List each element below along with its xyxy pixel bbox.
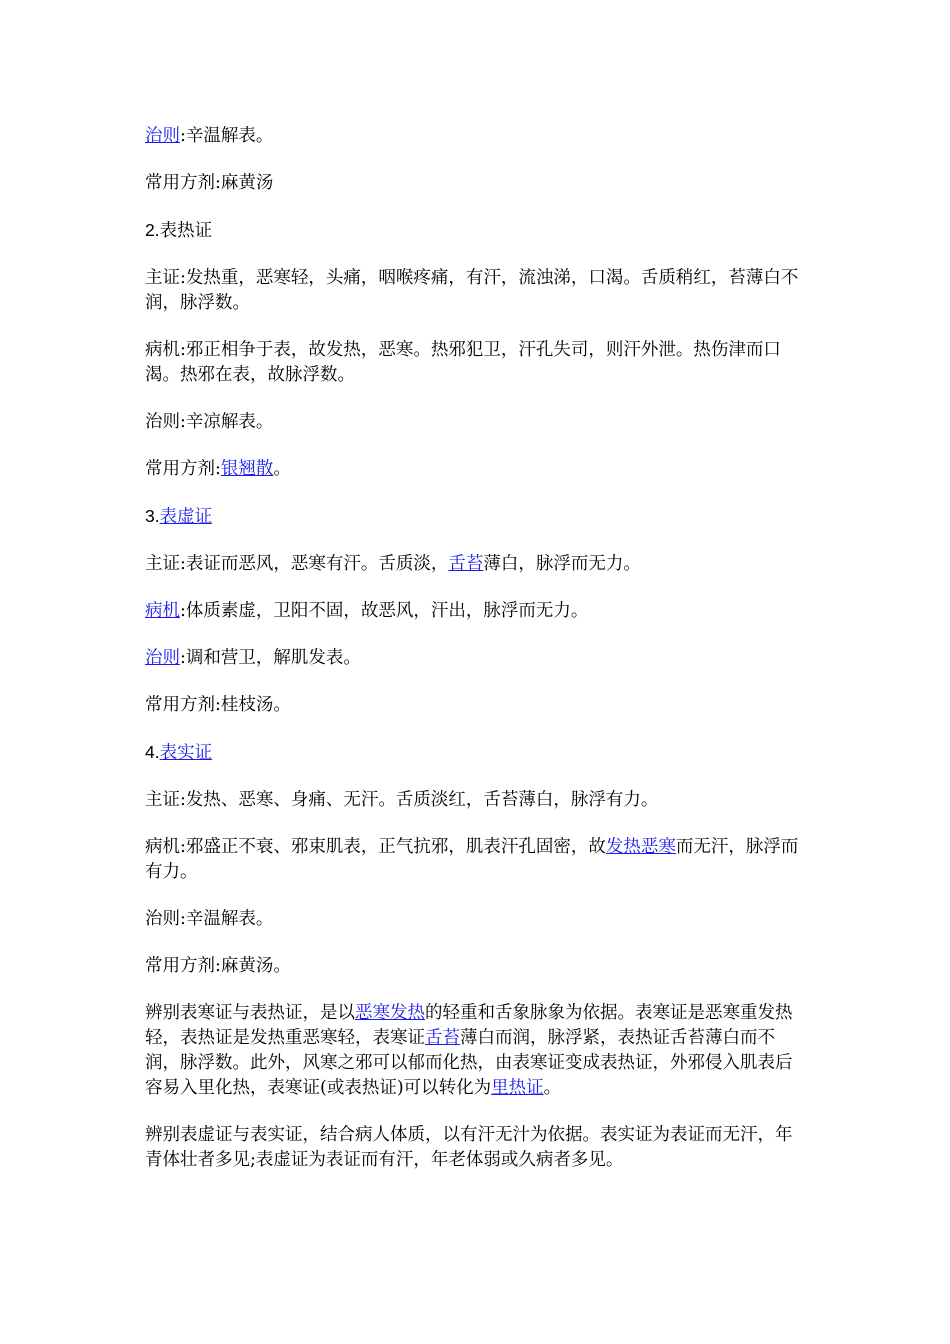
link-tongue-coating[interactable]: 舌苔: [448, 554, 484, 574]
heading-exterior-excess-syndrome: 4.表实证: [145, 742, 213, 763]
paragraph-differentiate-cold-heat: 辨别表寒证与表热证，是以恶寒发热的轻重和舌象脉象为依据。表寒证是恶寒重发热轻，表热证是发热重恶寒轻，表寒证舌苔薄白而润，脉浮紧，表热证舌苔薄白而不润，脉浮数。此外，风寒之邪可以郁而化热，由表寒证变成表热证，外邪侵入肌表后容易入里化热，表寒证(或表热证)可以转化为里热证。: [145, 1003, 793, 1098]
document-body: [145, 124, 805, 1195]
paragraph-pathogenesis-3: 病机:体质素虚，卫阳不固，故恶风，汗出，脉浮而无力。: [145, 601, 589, 621]
paragraph-common-formula-1: 常用方剂:麻黄汤: [145, 173, 274, 193]
paragraph-common-formula-3: 常用方剂:桂枝汤。: [145, 695, 291, 715]
paragraph-treatment-principle-3: 治则:调和营卫，解肌发表。: [145, 648, 361, 668]
link-aversion-cold-fever[interactable]: 恶寒发热: [355, 1003, 425, 1023]
paragraph-main-symptoms-4: 主证:发热、恶寒、身痛、无汗。舌质淡红，舌苔薄白，脉浮有力。: [145, 790, 659, 810]
link-treatment-principle[interactable]: 治则: [145, 126, 180, 146]
paragraph-pathogenesis-2: 病机:邪正相争于表，故发热，恶寒。热邪犯卫，汗孔失司，则汗外泄。热伤津而口渴。热邪在表，故脉浮数。: [145, 340, 781, 385]
link-exterior-deficiency-syndrome[interactable]: 表虚证: [159, 507, 213, 527]
link-interior-heat-syndrome[interactable]: 里热证: [491, 1078, 544, 1098]
paragraph-treatment-principle-2: 治则:辛凉解表。: [145, 412, 274, 432]
link-fever-aversion-to-cold[interactable]: 发热恶寒: [605, 837, 676, 857]
paragraph-main-symptoms-3: 主证:表证而恶风，恶寒有汗。舌质淡，舌苔薄白，脉浮而无力。: [145, 554, 641, 574]
link-exterior-excess-syndrome[interactable]: 表实证: [159, 743, 213, 763]
paragraph-differentiate-deficiency-excess: 辨别表虚证与表实证，结合病人体质，以有汗无汁为依据。表实证为表证而无汗，年青体壮者多见;表虚证为表证而有汗，年老体弱或久病者多见。: [145, 1125, 793, 1170]
link-pathogenesis[interactable]: 病机: [145, 601, 180, 621]
link-yinqiao-powder[interactable]: 银翘散: [220, 459, 274, 479]
link-tongue-coating-2[interactable]: 舌苔: [425, 1028, 460, 1048]
heading-exterior-deficiency-syndrome: 3.表虚证: [145, 506, 213, 527]
paragraph-treatment-principle-4: 治则:辛温解表。: [145, 909, 274, 929]
paragraph-common-formula-4: 常用方剂:麻黄汤。: [145, 956, 291, 976]
heading-exterior-heat-syndrome: 2.表热证: [145, 220, 213, 241]
paragraph-common-formula-2: 常用方剂:银翘散。: [145, 459, 291, 479]
paragraph-main-symptoms-2: 主证:发热重，恶寒轻，头痛，咽喉疼痛，有汗，流浊涕，口渴。舌质稍红，苔薄白不润，脉浮数。: [145, 268, 799, 313]
paragraph-treatment-principle-1: 治则:辛温解表。: [145, 126, 274, 146]
link-treatment-principle-2[interactable]: 治则: [145, 648, 180, 668]
paragraph-pathogenesis-4: 病机:邪盛正不衰、邪束肌表，正气抗邪，肌表汗孔固密，故发热恶寒而无汗，脉浮而有力。: [145, 837, 799, 882]
